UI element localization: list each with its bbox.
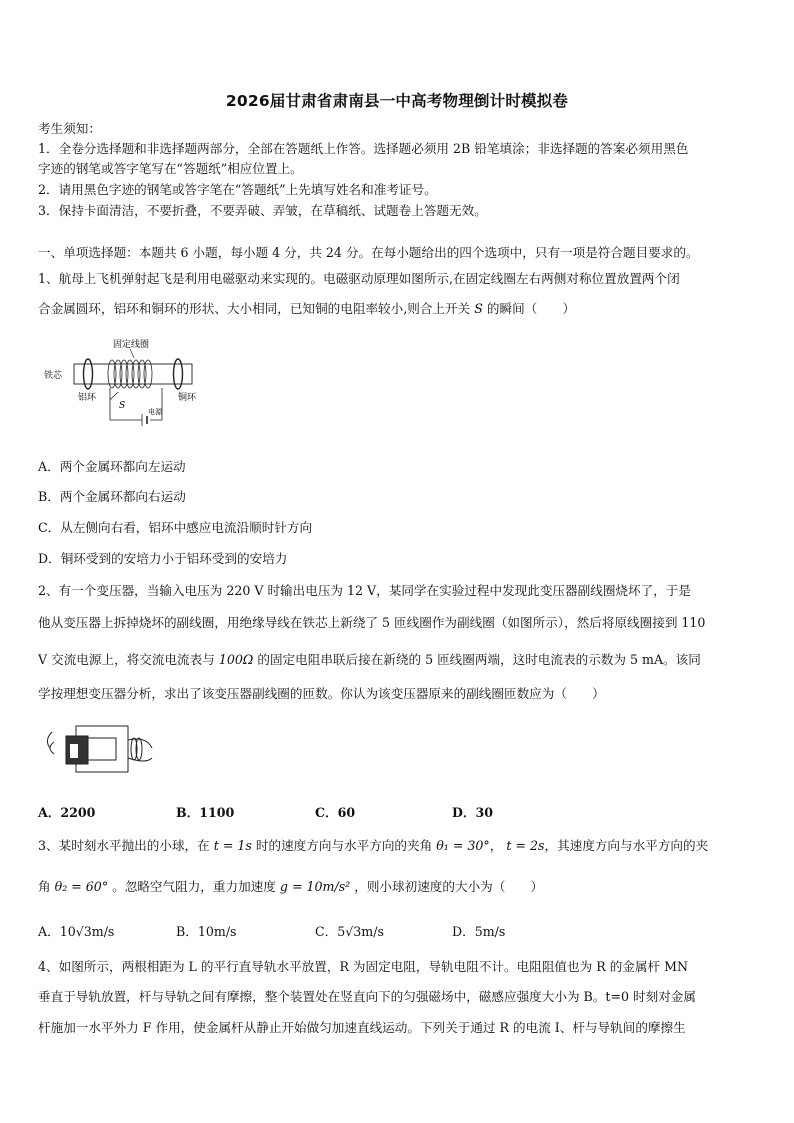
q3-stem-line2: [38, 879, 758, 895]
q1-option-a[interactable]: A．两个金属环都向左运动: [38, 459, 186, 474]
q2-stem-line2: 他从变压器上拆掉烧坏的副线圈，用绝缘导线在铁芯上新绕了 5 匝线圈作为副线圈（如图所示），然后将原线圈接到 110: [38, 615, 706, 630]
q3-separator: ，: [489, 838, 503, 853]
q3-text-e: 。忽略空气阻力，重力加速度: [112, 879, 276, 894]
q3-text-d: 角: [38, 879, 51, 894]
q2-stem-text-b: 的固定电阻串联后接在新绕的 5 匝线圈两端，这时电流表的示数为 5 mA。该同: [257, 652, 701, 667]
q3-angle-1: θ₁ = 30°: [436, 838, 490, 853]
notice-item-1: 1．全卷分选择题和非选择题两部分，全部在答题纸上作答。选择题必须用 2B 铅笔填涂；非选择题的答案必须用黑色: [38, 141, 689, 156]
q3-angle-2: θ₂ = 60°: [54, 879, 109, 894]
q1-option-b[interactable]: B．两个金属环都向右运动: [38, 489, 186, 504]
notice-item-2: 2．请用黑色字迹的钢笔或答字笔在“答题纸”上先填写姓名和准考证号。: [38, 182, 437, 197]
q3-gravity: g = 10m/s²: [279, 879, 351, 894]
q3-time-1: t = 1s: [213, 838, 252, 853]
q4-stem-line3: 杆施加一水平外力 F 作用，使金属杆从静止开始做匀加速直线运动。下列关于通过 R 的电流 I、杆与导轨间的摩擦生: [38, 1020, 686, 1035]
section-heading: 一、单项选择题：本题共 6 小题，每小题 4 分，共 24 分。在每小题给出的四个选项中，只有一项是符合题目要求的。: [38, 245, 699, 260]
q4-stem-line2: 垂直于导轨放置，杆与导轨之间有摩擦，整个装置处在竖直向下的匀强磁场中，磁感应强度大小为 B。t=0 时刻对金属: [38, 989, 696, 1004]
q2-option-d[interactable]: D．30: [452, 805, 494, 820]
q2-stem-line1: 2、有一个变压器，当输入电压为 220 V 时输出电压为 12 V，某同学在实验过程中发现此变压器副线圈烧坏了，于是: [38, 583, 691, 598]
q1-stem-text-b: 的瞬间（ ）: [486, 301, 576, 316]
q1-stem-line2: [38, 301, 758, 317]
q2-stem-text-a: V 交流电源上，将交流电流表与: [38, 652, 215, 667]
q1-option-d[interactable]: D．铜环受到的安培力小于铝环受到的安培力: [38, 551, 288, 566]
q2-resistor-value: 100Ω: [218, 652, 254, 667]
q2-options: [38, 802, 758, 820]
q1-coil-label: 固定线圈: [113, 340, 150, 350]
exam-title: 2026届甘肃省肃南县一中高考物理倒计时模拟卷: [225, 92, 569, 110]
notice-item-3: 3．保持卡面清洁，不要折叠，不要弄破、弄皱，在草稿纸、试题卷上答题无效。: [38, 203, 487, 218]
q3-text-b: 时的速度方向与水平方向的夹角: [255, 838, 433, 853]
q3-time-2: t = 2s: [506, 838, 545, 853]
q2-stem-line3: [38, 652, 758, 668]
q2-figure-transformer: [44, 718, 159, 780]
q1-core-label: 铁芯: [44, 371, 63, 381]
q2-stem-line4: 学按理想变压器分析，求出了该变压器副线圈的匝数。你认为该变压器原来的副线圈匝数应为（ ）: [38, 686, 605, 701]
q3-option-d[interactable]: D．5m/s: [452, 924, 506, 939]
q1-battery-label: 电源: [148, 408, 162, 416]
q3-stem-line1: [38, 838, 758, 854]
notice-heading: 考生须知：: [38, 121, 101, 136]
q3-text-f: ，则小球初速度的大小为（ ）: [354, 879, 544, 894]
q1-switch-var: S: [474, 301, 483, 316]
q1-option-c[interactable]: C．从左侧向右看，铝环中感应电流沿顺时针方向: [38, 520, 313, 535]
q3-text-c: ，其速度方向与水平方向的夹: [544, 838, 709, 853]
q3-option-a[interactable]: A．10√3m/s: [38, 924, 115, 939]
notice-item-1-cont: 字迹的钢笔或答字笔写在“答题纸”相应位置上。: [38, 161, 303, 176]
q3-option-b[interactable]: B．10m/s: [176, 924, 237, 939]
q1-stem-text-a: 合金属圆环，铝环和铜环的形状、大小相同，已知铜的电阻率较小,则合上开关: [38, 301, 471, 316]
q2-option-c[interactable]: C．60: [315, 805, 356, 820]
q1-cu-ring-label: 铜环: [178, 393, 197, 403]
q1-switch-label: S: [119, 401, 126, 411]
q1-stem-line1: 1、航母上飞机弹射起飞是利用电磁驱动来实现的。电磁驱动原理如图所示,在固定线圈左右两侧对称位置放置两个闭: [38, 271, 680, 286]
q1-al-ring-label: 铝环: [78, 393, 97, 403]
q3-options: [38, 921, 758, 939]
q4-stem-line1: 4、如图所示，两根相距为 L 的平行直导轨水平放置，R 为固定电阻，导轨电阻不计。电阻阻值也为 R 的金属杆 MN: [38, 959, 688, 974]
q2-option-a[interactable]: A．2200: [38, 805, 96, 820]
q3-option-c[interactable]: C．5√3m/s: [315, 924, 384, 939]
q2-option-b[interactable]: B．1100: [176, 805, 235, 820]
q1-figure-electromagnetic-drive: [44, 336, 214, 428]
q3-text-a: 3、某时刻水平抛出的小球，在: [38, 838, 210, 853]
